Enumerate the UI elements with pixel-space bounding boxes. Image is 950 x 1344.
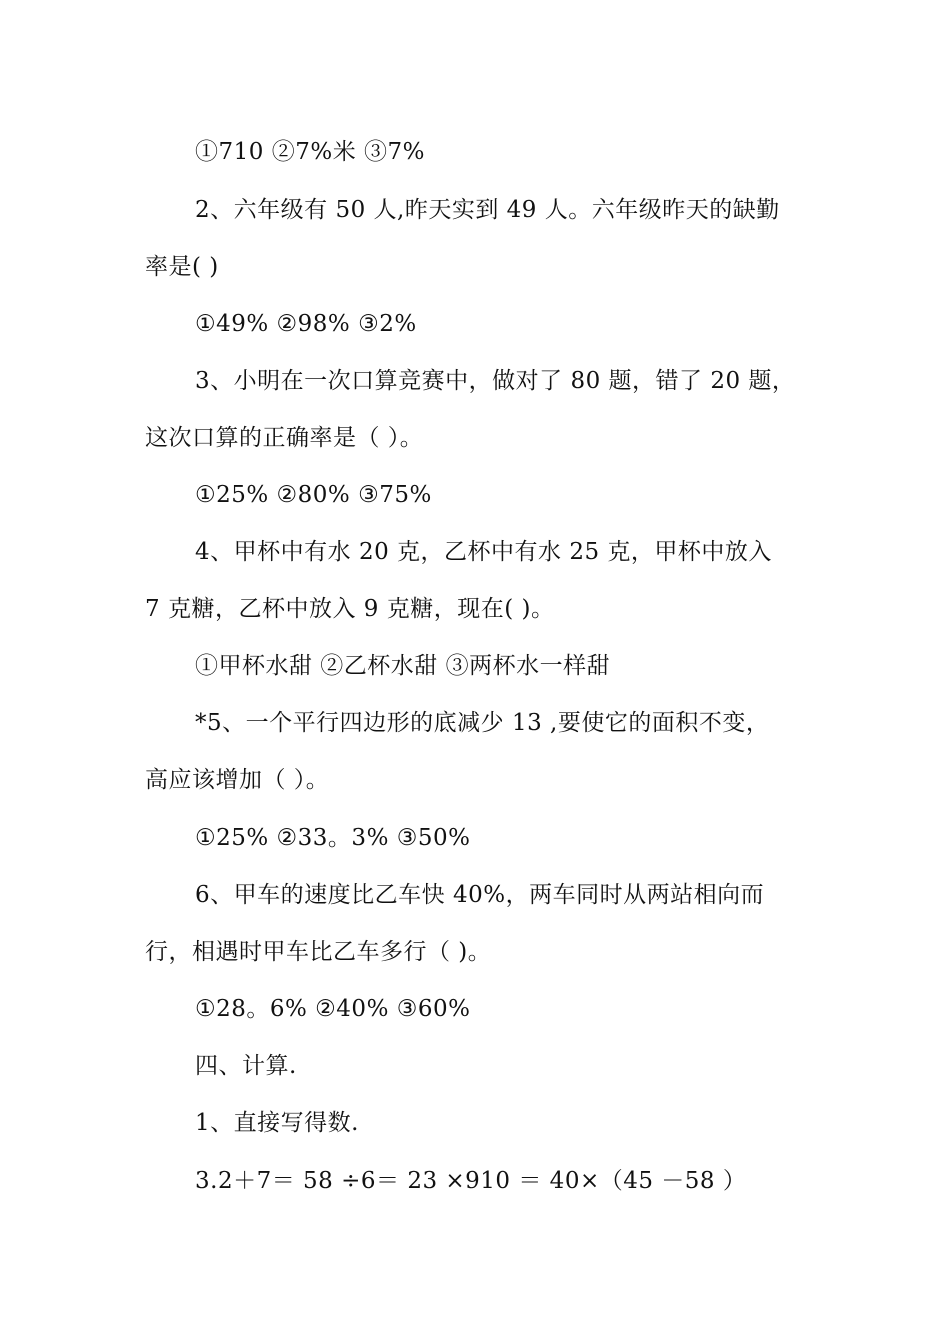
q4-options: ①甲杯水甜 ②乙杯水甜 ③两杯水一样甜 xyxy=(195,653,611,679)
section-heading: 四、计算. xyxy=(195,1053,297,1079)
q3-options: ①25% ②80% ③75% xyxy=(195,482,432,508)
q2-options: ①49% ②98% ③2% xyxy=(195,311,417,337)
q5-options: ①25% ②33。3% ③50% xyxy=(195,825,471,851)
q4-text: 4、甲杯中有水 20 克，乙杯中有水 25 克，甲杯中放入 xyxy=(195,539,772,565)
q5-text-cont: 高应该增加（ ）。 xyxy=(145,767,330,793)
q6-text-cont: 行，相遇时甲车比乙车多行（ )。 xyxy=(145,939,492,965)
q4-text-cont: 7 克糖，乙杯中放入 9 克糖，现在( )。 xyxy=(145,596,555,622)
q2-text: 2、六年级有 50 人,昨天实到 49 人。六年级昨天的缺勤 xyxy=(195,197,780,223)
q1-options: ①710 ②7%米 ③7% xyxy=(195,139,425,165)
q2-text-cont: 率是( ) xyxy=(145,254,219,280)
subsection-heading: 1、直接写得数. xyxy=(195,1110,359,1136)
calculation-row: 3.2＋7＝ 58 ÷6＝ 23 ×910 ＝ 40×（45 －58 ） xyxy=(195,1168,747,1194)
q6-options: ①28。6% ②40% ③60% xyxy=(195,996,471,1022)
q3-text: 3、小明在一次口算竞赛中，做对了 80 题，错了 20 题， xyxy=(195,368,796,394)
q5-text: *5、一个平行四边形的底减少 13 ,要使它的面积不变， xyxy=(195,710,770,736)
q6-text: 6、甲车的速度比乙车快 40%，两车同时从两站相向而 xyxy=(195,882,765,908)
q3-text-cont: 这次口算的正确率是（ ）。 xyxy=(145,425,424,451)
